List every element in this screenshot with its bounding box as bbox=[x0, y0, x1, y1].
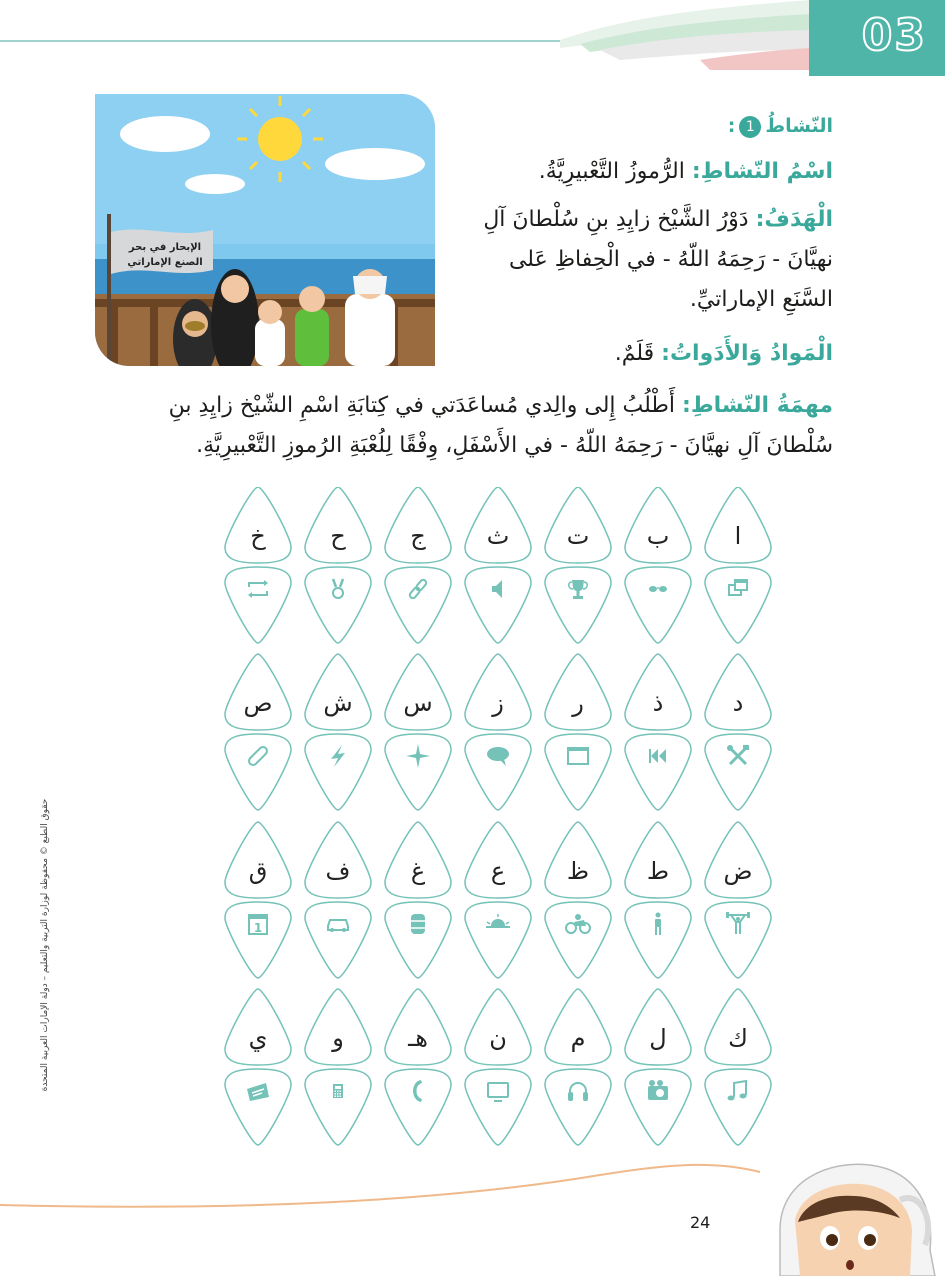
code-card bbox=[225, 822, 291, 978]
grid-letter: ن bbox=[489, 1024, 507, 1052]
icon-card bbox=[545, 1069, 611, 1145]
code-card bbox=[625, 989, 691, 1145]
unit-number: 03 bbox=[861, 10, 927, 61]
icon-card bbox=[465, 567, 531, 643]
code-card bbox=[385, 487, 451, 643]
grid-letter: ذ bbox=[652, 689, 664, 717]
code-card bbox=[305, 822, 371, 978]
icon-card bbox=[305, 567, 371, 643]
calculator-icon bbox=[333, 1084, 343, 1098]
activity-goal bbox=[453, 200, 833, 320]
icon-card bbox=[545, 734, 611, 810]
icon-card bbox=[625, 1069, 691, 1145]
code-card bbox=[225, 487, 291, 643]
code-card bbox=[305, 989, 371, 1145]
boy-mascot-illustration bbox=[760, 1160, 945, 1276]
grid-letter: ع bbox=[490, 857, 506, 885]
grid-letter: ش bbox=[323, 689, 353, 717]
activity-colon: : bbox=[727, 115, 736, 137]
icon-card bbox=[465, 1069, 531, 1145]
code-card bbox=[225, 654, 291, 810]
task-line-2: سُلْطانَ آلِ نهيَّانَ - رَحِمَهُ اللّهُ - في الأَسْفَلِ، وِفْقًا لِلُعْبَةِ الرُموزِ التَّعْبيرِيَّةِ. bbox=[196, 433, 833, 458]
grid-letter: ق bbox=[248, 857, 268, 885]
code-card bbox=[465, 487, 531, 643]
icon-card bbox=[705, 734, 771, 810]
code-card bbox=[225, 989, 291, 1145]
grid-letter: ف bbox=[325, 857, 351, 885]
activity-task bbox=[103, 386, 833, 466]
code-card bbox=[545, 487, 611, 643]
icon-card bbox=[705, 1069, 771, 1145]
icon-card bbox=[225, 902, 291, 978]
grid-letter: ث bbox=[486, 522, 510, 550]
grid-letter: س bbox=[403, 689, 433, 717]
materials-label: الْمَوادُ وَالأَدَواتُ: bbox=[661, 341, 833, 366]
grid-letter: ك bbox=[728, 1024, 748, 1052]
goal-line-2: نهيَّانَ - رَحِمَهُ اللّهُ - في الْحِفاظِ عَلى bbox=[508, 247, 833, 272]
code-card bbox=[465, 654, 531, 810]
materials-value: قَلَمٌ. bbox=[614, 341, 655, 366]
code-card bbox=[625, 654, 691, 810]
grid-letter: و bbox=[332, 1024, 344, 1052]
icon-card bbox=[305, 1069, 371, 1145]
grid-letter: ا bbox=[734, 522, 742, 550]
icon-card bbox=[705, 567, 771, 643]
icon-card bbox=[225, 1069, 291, 1145]
grid-letter: ل bbox=[649, 1024, 667, 1052]
grid-letter: م bbox=[570, 1024, 586, 1052]
goal-label: الْهَدَفُ: bbox=[755, 207, 833, 232]
database-icon bbox=[411, 914, 425, 934]
flag-text-line1: الإبحار في بحر bbox=[128, 242, 202, 253]
icon-card bbox=[545, 902, 611, 978]
code-card bbox=[625, 822, 691, 978]
grid-letter: ح bbox=[330, 522, 346, 550]
icon-card bbox=[625, 734, 691, 810]
icon-card bbox=[385, 567, 451, 643]
code-card bbox=[625, 487, 691, 643]
code-card bbox=[305, 487, 371, 643]
icon-card bbox=[225, 567, 291, 643]
activity-number-badge: 1 bbox=[739, 116, 761, 138]
icon-card bbox=[465, 902, 531, 978]
ship-scene-illustration bbox=[95, 94, 435, 366]
code-card bbox=[385, 654, 451, 810]
grid-letter: ز bbox=[492, 689, 504, 717]
activity-name bbox=[539, 156, 833, 188]
task-label: مهمَةُ النّشاطِ: bbox=[682, 393, 833, 418]
icon-card bbox=[625, 567, 691, 643]
goal-line-3: السَّنَعِ الإماراتيِّ. bbox=[689, 287, 833, 312]
uae-flag-ribbon bbox=[560, 0, 810, 70]
code-card bbox=[385, 989, 451, 1145]
grid-letter: ج bbox=[410, 522, 426, 550]
icon-card bbox=[385, 1069, 451, 1145]
icon-card bbox=[705, 902, 771, 978]
calendar-digit: 1 bbox=[253, 921, 263, 935]
grid-letter: ب bbox=[646, 522, 670, 550]
code-card bbox=[545, 822, 611, 978]
activity-name-label: اسْمُ النّشاطِ: bbox=[691, 159, 833, 184]
flag-text-line2: الصنع الإماراتي bbox=[127, 257, 203, 268]
grid-letter: ر bbox=[572, 689, 584, 717]
code-card bbox=[545, 989, 611, 1145]
goal-line-1: دَوْرُ الشَّيْخ زايِدِ بنِ سُلْطانَ آلِ bbox=[483, 207, 749, 232]
emoji-code-grid bbox=[190, 487, 780, 1147]
code-card bbox=[465, 822, 531, 978]
code-card bbox=[305, 654, 371, 810]
code-card bbox=[705, 822, 771, 978]
code-card bbox=[705, 989, 771, 1145]
icon-card bbox=[305, 734, 371, 810]
icon-card bbox=[545, 567, 611, 643]
header-rule bbox=[0, 40, 620, 42]
code-card bbox=[545, 654, 611, 810]
grid-letter: خ bbox=[250, 522, 266, 550]
code-card bbox=[465, 989, 531, 1145]
task-line-1: أَطْلُبُ إِلى والِدي مُساعَدَتي في كِتابَةِ اسْمِ الشّيْخ زايِدِ بنِ bbox=[168, 393, 676, 418]
grid-letter: ت bbox=[566, 522, 590, 550]
activity-name-value: الرُّموزُ التَّعْبيرِيَّةُ. bbox=[538, 159, 685, 184]
code-card bbox=[385, 822, 451, 978]
activity-title: النّشاطُ bbox=[765, 115, 833, 137]
page-number: 24 bbox=[690, 1213, 711, 1232]
copyright-notice bbox=[32, 780, 62, 1110]
copyright-text: حقوق الطبع © محفوظة لوزارة التربية والتعليم – دولة الإمارات العربية المتحدة bbox=[40, 798, 50, 1092]
grid-letter: ص bbox=[243, 689, 273, 717]
grid-letter: غ bbox=[410, 857, 426, 885]
grid-letter: هـ bbox=[408, 1024, 428, 1052]
icon-card bbox=[225, 734, 291, 810]
icon-card bbox=[385, 902, 451, 978]
grid-letter: ط bbox=[646, 857, 670, 885]
icon-card bbox=[465, 734, 531, 810]
grid-letter: د bbox=[732, 689, 744, 717]
code-card bbox=[705, 487, 771, 643]
activity-materials bbox=[615, 338, 833, 370]
icon-card bbox=[305, 902, 371, 978]
grid-letter: ض bbox=[723, 857, 753, 885]
grid-letter: ي bbox=[248, 1024, 268, 1052]
activity-heading bbox=[728, 110, 833, 142]
code-card bbox=[705, 654, 771, 810]
grid-letter: ظ bbox=[566, 857, 590, 885]
